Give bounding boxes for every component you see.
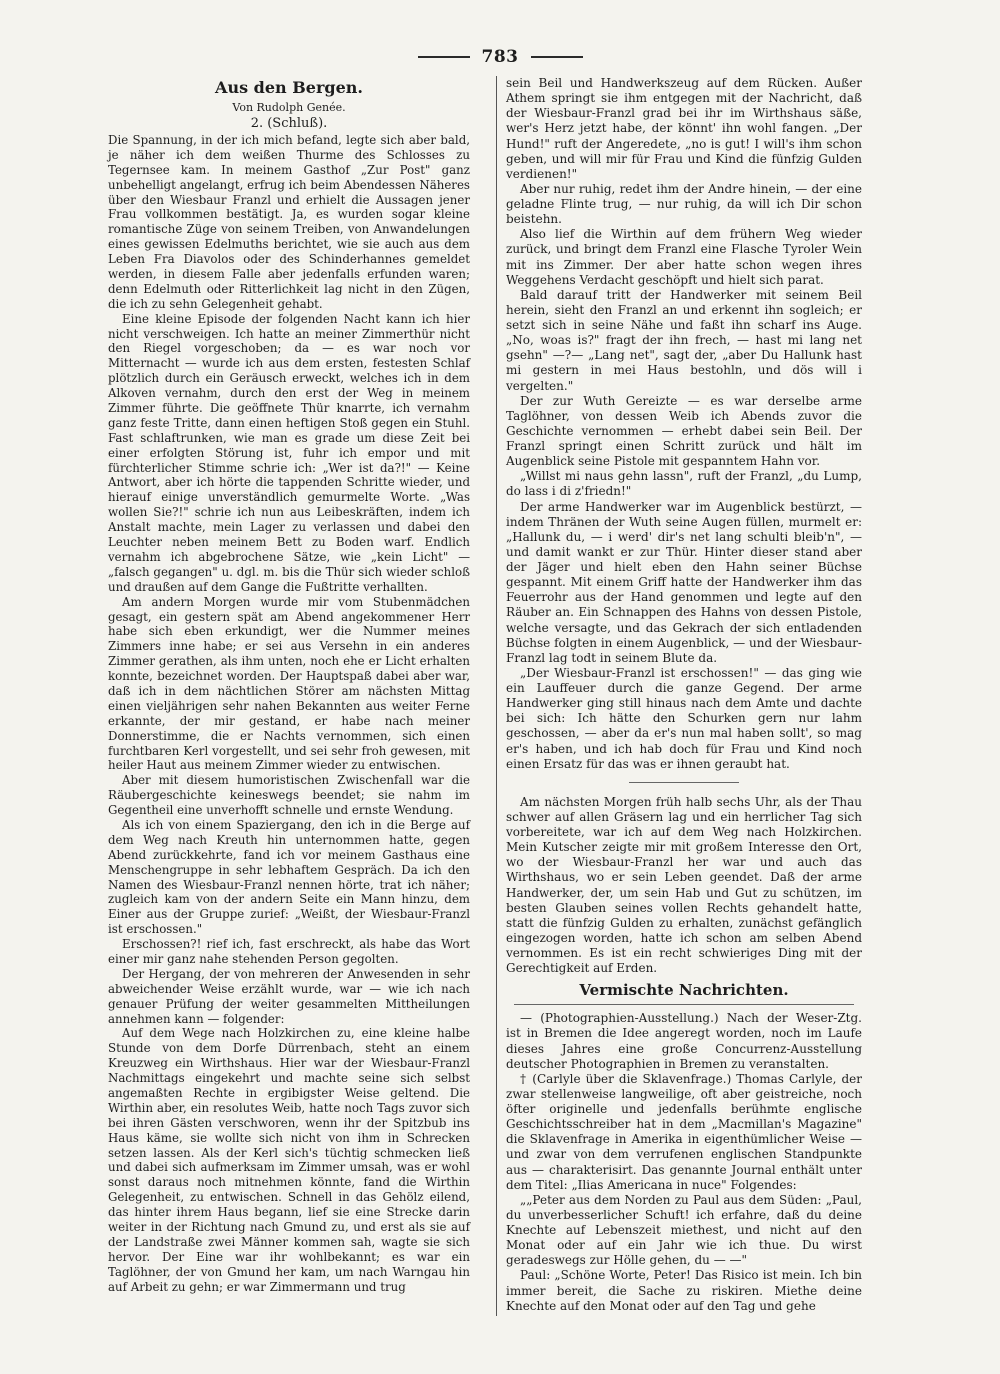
paragraph: Am nächsten Morgen früh halb sechs Uhr, als der Thau schwer auf allen Gräsern lag und ein herrlicher Tag sich vorbereitete, war ich auf dem Weg nach Holzkirchen. Mein Kutscher zeigte mir mit großem Interesse den Ort, wo der Wiesbaur-Franzl her war und auch das Wirthshaus, wo er sein Leben geendet. Daß der arme Handwerker, der, um sein Hab und Gut zu schützen, im besten Glauben seines vollen Rechts gehandelt hatte, statt die fünfzig Gulden zu erhalten, zunächst gefänglich eingezogen worden, hatte ich schon am selben Abend vernommen. Es ist ein recht schwieriges Ding mit der Gerechtigkeit auf Erden. [506,794,862,976]
news-item: Paul: „Schöne Worte, Peter! Das Risico ist mein. Ich bin immer bereit, die Sache zu riskiren. Miethe deine Knechte auf den Monat oder auf den Tag und gehe [506,1268,862,1313]
paragraph: Bald darauf tritt der Handwerker mit seinem Beil herein, sieht den Franzl an und erkennt ihn sogleich; er setzt sich in seine Nähe und faßt ihn scharf ins Auge. „No, woas is?" fragt der ihn frech, — hast mi lang net gsehn" —?— „Lang net", sagt der, „aber Du Hallunk hast mi gestern in mei Haus bestohln, und dös will i vergelten." [506,287,862,393]
news-item: † (Carlyle über die Sklavenfrage.) Thomas Carlyle, der zwar stellenweise langweilige, oft aber geistreiche, noch öfter originelle und jedenfalls berühmte englische Geschichtsschreiber hat in dem „Macmillan's Magazine" die Sklavenfrage in Amerika in eigenthümlicher Weise — und zwar von dem verrufenen englischen Standpunkte aus — charakterisirt. Das genannte Journal enthält unter dem Titel: „Ilias Americana in nuce" Folgendes: [506,1071,862,1192]
paragraph: „Der Wiesbaur-Franzl ist erschossen!" — das ging wie ein Lauffeuer durch die ganze Gegend. Der arme Handwerker ging still hinaus nach dem Amte und dachte bei sich: Ich hätte den Schurken gern nur lahm geschossen, — aber da er's nun mal haben sollt', so mag er's haben, und ich hab doch für Frau und Kind noch einen Ersatz für das was er ihnen geraubt hat. [506,665,862,771]
column-divider [496,76,497,1316]
paragraph: Der arme Handwerker war im Augenblick bestürzt, — indem Thränen der Wuth seine Augen füllen, murmelt er: „Hallunk du, — i werd' dir's net lang schulti bleib'n", — und damit wankt er zur Thür. Hinter dieser stand aber der Jäger und hielt eben den Hahn seiner Büchse gespannt. Mit einem Griff hatte der Handwerker ihm das Feuerrohr aus der Hand genommen und legte auf den Räuber an. Ein Schnappen des Hahns von dessen Pistole, welche versagte, und das Gekrach der sich entladenden Büchse folgten in einem Augenblick, — und der Wiesbaur-Franzl lag todt in seinem Blute da. [506,499,862,665]
section-title-rule [514,1004,854,1005]
paragraph: Am andern Morgen wurde mir vom Stubenmädchen gesagt, ein gestern spät am Abend angekommener Herr habe sich eben erkundigt, wer die Nummer meines Zimmers inne habe; er sei aus Versehn in ein anderes Zimmer gerathen, als ihm unten, noch ehe er Licht erhalten konnte, bezeichnet worden. Der Hauptspaß dabei aber war, daß ich in dem nächtlichen Störer am nächsten Mittag einen vieljährigen sehr nahen Bekannten aus weiter Ferne erkannte, der mir gestand, er habe nach meiner Donnerstimme, die er Nachts vernommen, sich einen furchtbaren Kerl vorgestellt, und sei sehr froh gewesen, mit heiler Haut aus meinem Zimmer wieder zu entwischen. [108,594,470,773]
paragraph: Aber nur ruhig, redet ihm der Andre hinein, — der eine geladne Flinte trug, — nur ruhig, da will ich Dir schon beistehn. [506,181,862,227]
paragraph: Eine kleine Episode der folgenden Nacht kann ich hier nicht verschweigen. Ich hatte an meiner Zimmerthür nicht den Riegel vorgeschoben; da — es war noch vor Mitternacht — wurde ich aus dem ersten, festesten Schlaf plötzlich durch ein Geräusch erweckt, welches ich in dem Alkoven vernahm, durch den erst der Weg in meinem Zimmer führte. Die geöffnete Thür knarrte, ich vernahm ganz feste Tritte, dann einen heftigen Stoß gegen ein Stuhl. Fast schlaftrunken, wie man es grade um diese Zeit bei einer erfolgten Störung ist, fuhr ich empor und mit fürchterlicher Stimme schrie ich: „Wer ist da?!" — Keine Antwort, aber ich hörte die tappenden Schritte wieder, und hierauf einige unverständlich gemurmelte Worte. „Was wollen Sie?!" schrie ich nun aus Leibeskräften, indem ich Anstalt machte, mein Lager zu verlassen und dabei den Leuchter neben meinem Bett zu Boden warf. Endlich vernahm ich abgebrochene Sätze, wie „kein Licht" — „falsch gegangen" u. dgl. m. bis die Thür sich wieder schloß und draußen auf dem Gange die Fußtritte verhallten. [108,311,470,594]
article-subhead: 2. (Schluß). [250,116,328,131]
paragraph: Auf dem Wege nach Holzkirchen zu, eine kleine halbe Stunde von dem Dorfe Dürrenbach, steht an einem Kreuzweg ein Wirthshaus. Hier war der Wiesbaur-Franzl Nachmittags eingekehrt und machte seine sich selbst angemaßten Rechte in ergibigster Weise geltend. Die Wirthin aber, ein resolutes Weib, hatte noch Tags zuvor sich bei ihren Gästen verschworen, wenn ihr der Spitzbub ins Haus käme, sie wollte sich nicht von ihm in Schrecken setzen lassen. Als der Kerl sich's tüchtig schmecken ließ und dabei sich aufmerksam im Zimmer umsah, was er wohl sonst daraus noch mitnehmen könnte, fand die Wirthin Gelegenheit, zu entwischen. Schnell in das Gehölz eilend, das hinter ihrem Haus begann, lief sie eine Strecke darin weiter in der Richtung nach Gmund zu, und erst als sie auf der Landstraße zwei Männer kommen sah, wagte sie sich hervor. Der Eine war ihr wohlbekannt; es war ein Taglöhner, der von Gmund her kam, um nach Warngau hin auf Arbeit zu gehn; er war Zimmermann und trug [108,1026,470,1294]
news-item: — (Photographien-Ausstellung.) Nach der Weser-Ztg. ist in Bremen die Idee angeregt worden, noch im Laufe dieses Jahres eine große Concurrenz-Ausstellung deutscher Photographien in Bremen zu veranstalten. [506,1011,862,1071]
section-divider [629,782,739,783]
right-column [506,76,862,1314]
header-rule-right [531,56,583,58]
paragraph: Als ich von einem Spaziergang, den ich in die Berge auf dem Weg nach Kreuth hin unternommen hatte, gegen Abend zurückkehrte, fand ich vor meinem Gasthaus eine Menschengruppe in sehr lebhaftem Gespräch. Da ich den Namen des Wiesbaur-Franzl nennen hörte, trat ich näher; zugleich kam von der andern Seite ein Mann hinzu, dem Einer aus der Gruppe zurief: „Weißt, der Wiesbaur-Franzl ist erschossen." [108,817,470,937]
paragraph: Also lief die Wirthin auf dem frühern Weg wieder zurück, und bringt dem Franzl eine Flasche Tyroler Wein mit ins Zimmer. Der aber hatte schon wegen ihres Weggehens Verdacht geschöpft und hielt sich parat. [506,227,862,287]
news-item: „„Peter aus dem Norden zu Paul aus dem Süden: „Paul, du unverbesserlicher Schuft! ich erfahre, daß du deine Knechte auf Lebenszeit miethest, und nicht auf den Monat oder auf ein Jahr wie ich thue. Du wirst geradeswegs zur Hölle gehen, du — —" [506,1192,862,1268]
paragraph: Aber mit diesem humoristischen Zwischenfall war die Räubergeschichte keineswegs beendet; sie nahm im Gegentheil eine unverhofft schnelle und ernste Wendung. [108,773,470,818]
paragraph: Erschossen?! rief ich, fast erschreckt, als habe das Wort einer mir ganz nahe stehenden Person gegolten. [108,937,470,966]
paragraph: Der zur Wuth Gereizte — es war derselbe arme Taglöhner, von dessen Weib ich Abends zuvor die Geschichte vernommen — erhebt dabei sein Beil. Der Franzl springt einen Schritt zurück und hält im Augenblick seine Pistole mit gespanntem Hahn vor. [506,393,862,469]
paragraph: Die Spannung, in der ich mich befand, legte sich aber bald, je näher ich dem weißen Thurme des Schlosses zu Tegernsee kam. In meinem Gasthof „Zur Post" ganz unbehelligt angelangt, erfrug ich beim Abendessen Näheres über den Wiesbaur Franzl und erhielt die Aussagen jener Frau vollkommen bestätigt. Ja, es wurden sogar kleine romantische Züge von seinem Treiben, von Anwandelungen eines gewissen Edelmuths berichtet, wie sie auch aus dem Leben Fra Diavolos oder des Schinderhannes gemeldet werden, in diesem Falle aber jedenfalls erfunden waren; denn Edelmuth oder Ritterlichkeit lag nicht in den Zügen, die ich zu sehn Gelegenheit gehabt. [108,133,470,311]
paragraph: sein Beil und Handwerkszeug auf dem Rücken. Außer Athem springt sie ihm entgegen mit der Nachricht, daß der Wiesbaur-Franzl grad bei ihr im Wirthshaus säße, wer's Herz jetzt habe, der könnt' ihn wohl fangen. „Der Hund!" ruft der Angeredete, „no is gut! I will's ihm schon geben, und will mir für Frau und Kind die fünfzig Gulden verdienen!" [506,76,862,181]
header-rule-left [418,56,470,58]
section-title: Vermischte Nachrichten. [579,981,789,1000]
page-number: 783 [481,47,519,67]
article-title: Aus den Bergen. [215,78,363,97]
page-header [0,42,1000,72]
left-column [108,76,470,1294]
paragraph: „Willst mi naus gehn lassn", ruft der Franzl, „du Lump, do lass i di z'friedn!" [506,469,862,499]
article-byline: Von Rudolph Genée. [232,101,346,114]
paragraph: Der Hergang, der von mehreren der Anwesenden in sehr abweichender Weise erzählt wurde, war — wie ich nach genauer Prüfung der weiter gesammelten Mittheilungen annehmen kann — folgender: [108,966,470,1026]
